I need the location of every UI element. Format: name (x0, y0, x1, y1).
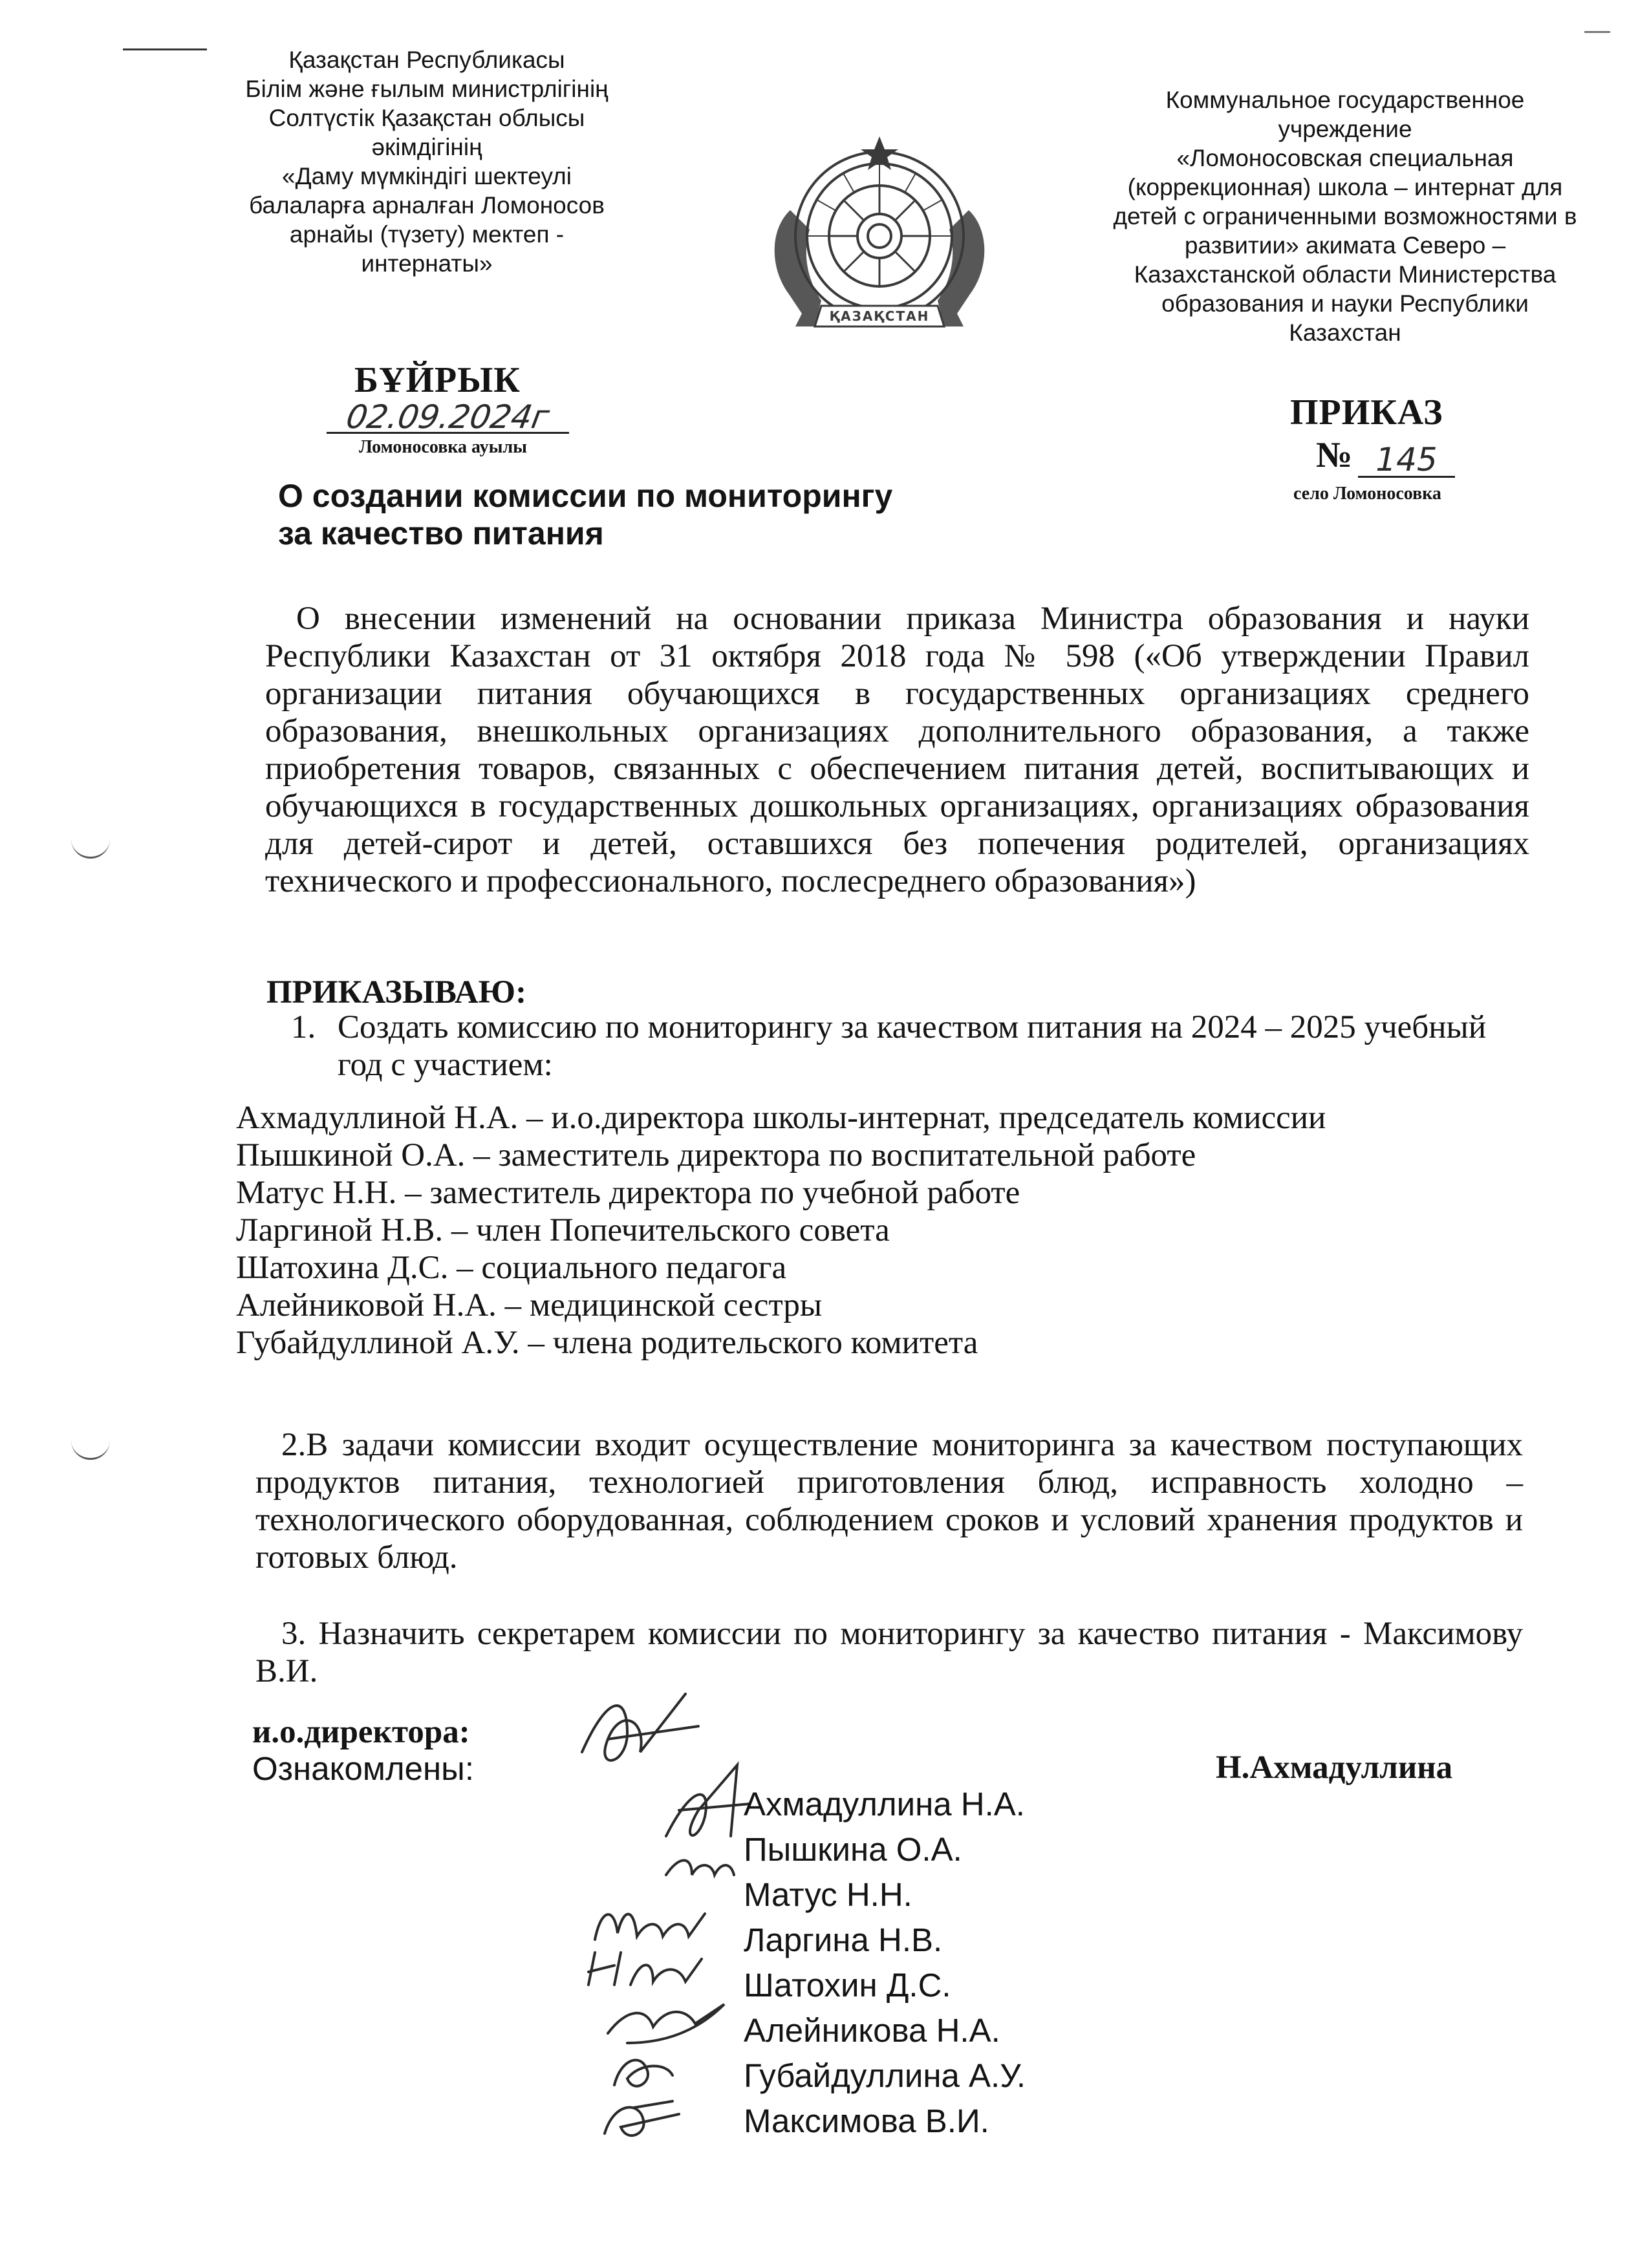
order-word-ru: ПРИКАЗ (1290, 392, 1443, 433)
order-date: 02.09.2024г (343, 398, 552, 436)
ack-name: Губайдуллина А.У. (744, 2057, 1026, 2094)
header-ru-line: (коррекционная) школа – интернат для (1127, 174, 1563, 200)
header-ru-line: «Ломоносовская специальная (1176, 145, 1514, 171)
hole-punch-mark (71, 837, 110, 859)
header-ru (1099, 85, 1591, 347)
commission-members (236, 1099, 1326, 1362)
header-kz (213, 45, 640, 278)
director-name: Н.Ахмадуллина (1216, 1749, 1453, 1786)
order-number: 145 (1375, 441, 1438, 478)
order-title-line: О создании комиссии по мониторингу (278, 478, 893, 514)
order-title (278, 477, 892, 552)
member-line: Алейниковой Н.А. – медицинской сестры (236, 1287, 823, 1323)
header-kz-line: арнайы (түзету) мектеп - (289, 221, 565, 248)
header-kz-line: Қазақстан Республикасы (288, 47, 565, 73)
ack-name: Алейникова Н.А. (744, 2012, 1000, 2049)
item-3: 3. Назначить секретарем комиссии по мониторингу за качество питания - Максимову В.И. (255, 1616, 1523, 1689)
ack-name: Матус Н.Н. (744, 1876, 912, 1913)
state-emblem-icon (750, 133, 1009, 356)
order-date-field (327, 398, 569, 436)
header-kz-line: Солтүстік Қазақстан облысы (268, 105, 585, 131)
ack-name: Пышкина О.А. (744, 1831, 962, 1868)
order-command: ПРИКАЗЫВАЮ: (266, 974, 527, 1011)
ack-name: Ларгина Н.В. (744, 1921, 943, 1958)
order-place-ru: село Ломоносовка (1293, 484, 1441, 504)
scan-mark (123, 48, 207, 50)
acknowledged-label: Ознакомлены: (252, 1750, 475, 1787)
header-ru-line: Казахстанской области Министерства (1134, 261, 1557, 288)
intro-paragraph: О внесении изменений на основании приказа Министра образования и науки Республики Казахстан от 31 октября 2018 года № 598 («Об утверждении Правил организации питания обучающихся в государственных организациях среднего образования, внешкольных организациях дополнительного образования, а также приобретения товаров, связанных с обеспечением питания детей, воспитывающих и обучающихся в государственных дошкольных организациях, организациях образования для детей-сирот и детей, оставшихся без попечения родителей, организациях технического и профессионального, послесреднего образования») (265, 601, 1529, 899)
acknowledged-list (744, 1782, 1026, 2144)
emblem-label: ҚАЗАҚСТАН (829, 308, 930, 324)
member-line: Пышкиной О.А. – заместитель директора по воспитательной работе (236, 1137, 1196, 1173)
member-line: Губайдуллиной А.У. – члена родительского комитета (236, 1325, 978, 1361)
header-ru-line: Казахстан (1289, 319, 1401, 346)
item-2: 2.В задачи комиссии входит осуществление мониторинга за качеством поступающих продуктов питания, технологией приготовления блюд, исправность холодно – технологического оборудованная, соблюдением сроков и условий хранения продуктов и готовых блюд. (255, 1427, 1523, 1576)
member-line: Ларгиной Н.В. – член Попечительского совета (236, 1212, 890, 1248)
ack-name: Ахмадуллина Н.А. (744, 1786, 1025, 1823)
order-place-kz: Ломоносовка ауылы (359, 437, 528, 457)
member-line: Матус Н.Н. – заместитель директора по учебной работе (236, 1175, 1020, 1211)
order-word-kz: БҰЙРЫК (354, 360, 521, 400)
header-kz-line: балаларға арналған Ломоносов (249, 192, 605, 219)
member-line: Ахмадуллиной Н.А. – и.о.директора школы-интернат, председатель комиссии (236, 1100, 1326, 1136)
header-kz-line: әкімдігінің (371, 134, 482, 160)
director-label: и.о.директора: (252, 1714, 470, 1750)
number-sign: № (1316, 435, 1353, 475)
order-title-line: за качество питания (278, 515, 604, 551)
member-line: Шатохина Д.С. – социального педагога (236, 1250, 787, 1286)
hole-punch-mark (71, 1439, 110, 1460)
ack-name: Максимова В.И. (744, 2102, 989, 2139)
ack-name: Шатохин Д.С. (744, 1967, 951, 2004)
order-number-field (1358, 441, 1455, 478)
scan-mark (1584, 31, 1610, 33)
header-ru-line: учреждение (1278, 116, 1412, 142)
item-1-text: Создать комиссию по мониторингу за качеством питания на 2024 – 2025 учебный год с участием: (338, 1009, 1487, 1083)
header-ru-line: образования и науки Республики (1161, 290, 1529, 317)
header-kz-line: интернаты» (361, 250, 493, 277)
header-kz-line: «Даму мүмкіндігі шектеулі (282, 163, 572, 189)
header-ru-line: детей с ограниченными возможностями в (1113, 203, 1577, 230)
item-1-number: 1. (291, 1009, 316, 1045)
header-ru-line: Коммунальное государственное (1165, 87, 1525, 113)
header-kz-line: Білім және ғылым министрлігінің (245, 76, 609, 102)
header-ru-line: развитии» акимата Северо – (1184, 232, 1506, 259)
